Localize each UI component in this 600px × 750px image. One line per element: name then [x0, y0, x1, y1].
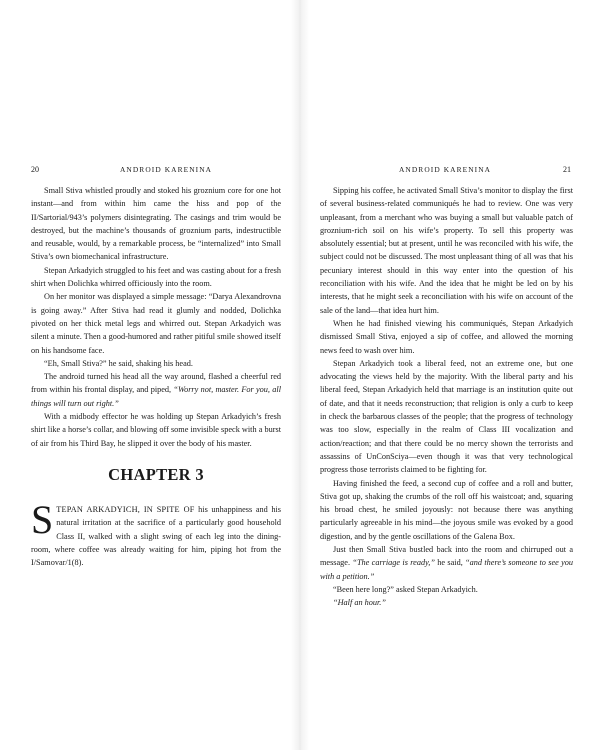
paragraph: Small Stiva whistled proudly and stoked his groznium core for one hot instant—and from within him came the hiss and pop of the II/Sartorial/943’s polymers disintegrating. The casings and trim would be destroyed, but the machine’s thousands of groznium parts, indestructible and reusable, would, by a remarkable process, be “internalized” into Small Stiva’s own biomechanical infrastructure.: [31, 186, 281, 262]
right-page: [300, 0, 600, 750]
paragraph: “Eh, Small Stiva?” he said, shaking his head.: [44, 358, 193, 368]
paragraph-text: The android turned his head all the way around, flashed a cheerful red from within his frontal display, and piped,: [31, 372, 281, 395]
chapter-opening-text: [31, 497, 281, 569]
running-head: ANDROID KARENINA: [120, 165, 213, 174]
chapter-lead-in: TEPAN ARKADYICH, IN SPITE OF: [56, 505, 195, 514]
paragraph-text: Just then Small Stiva bustled back into the room and chirruped out a message.: [320, 545, 573, 568]
paragraph: [31, 497, 281, 569]
paragraph-text: he said,: [434, 558, 466, 568]
dialogue-quote: “and there’s someone to see you with a petition.”: [320, 558, 574, 581]
page-number: 21: [563, 165, 571, 174]
drop-cap: S: [31, 497, 54, 542]
dialogue-quote: “The carriage is ready,”: [352, 558, 435, 568]
paragraph: With a midbody effector he was holding up Stepan Arkadyich’s fresh shirt like a horse’s collar, and blowing off some invisible speck with a burst of air from his Third Bay, he slipped it over the body of his master.: [31, 412, 281, 448]
paragraph: Having finished the feed, a second cup of coffee and a roll and butter, Stiva got up, shaking the crumbs of the roll off his waistcoat; and, squaring his broad chest, he smiled joyously: not because there was anything particularly agreeable in his mind—the joyous smile was evoked by a good digestion, and by the gentle oscillations of the Galena Box.: [320, 478, 573, 541]
paragraph: [31, 370, 281, 410]
paragraph-text: his unhappiness and his natural irritation at the sacrifice of a particularly good household Class II, walked with a slight swing of each leg into the dining-room, where coffee was already waiting for him, piping hot from the I/Samovar/1(8).: [31, 505, 281, 568]
page-number: 20: [31, 165, 39, 174]
body-text: [31, 184, 281, 450]
chapter-title: CHAPTER 3: [108, 465, 204, 484]
paragraph: Stepan Arkadyich struggled to his feet and was casting about for a fresh shirt when Dolichka whirred officiously into the room.: [31, 265, 281, 289]
paragraph: [320, 596, 573, 609]
dialogue-quote: “Half an hour.”: [333, 598, 386, 608]
body-text: [320, 184, 573, 610]
paragraph: “Been here long?” asked Stepan Arkadyich.: [333, 584, 478, 594]
paragraph: Sipping his coffee, he activated Small Stiva’s monitor to display the first of several business-related communiqués he had to review. One was very unpleasant, from a merchant who was buying a small but valuable patch of groznium-rich soil on his wife’s property. To sell this property was absolutely essential; but at present, until he was reconciled with his wife, the subject could not be discussed. The most unpleasant thing of all was that his pecuniary interest should in this way enter into the question of his reconciliation with his wife. And the idea that he might be led on by his interests, that he might seek a reconciliation with his wife on account of the sale of the land—that idea hurt him.: [320, 186, 573, 315]
paragraph: Stepan Arkadyich took a liberal feed, not an extreme one, but one advocating the views held by the majority. With the liberal party and his liberal feed, Stepan Arkadyich held that marriage is an institution quite out of date, and that it needs reconstruction; that religion is only a curb to keep in check the barbarous classes of the people; that the progress of technology was too slow, especially in the realm of Class III vocalization and action/reaction; and that there could be no mercy shown the terrorists and assassins of UnConSciya—even though it was that very technological progress those terrorists claimed to be fighting for.: [320, 358, 573, 475]
paragraph: On her monitor was displayed a simple message: “Darya Alexandrovna is going away.” After Stiva had read it glumly and nodded, Dolichka pivoted on her thick metal legs and whirred out. Stepan Arkadyich was silent a minute. Then a good-humored and rather pitiful smile showed itself on his handsome face.: [31, 292, 281, 355]
running-head: ANDROID KARENINA: [399, 165, 492, 174]
paragraph: When he had finished viewing his communiqués, Stepan Arkadyich dismissed Small Stiva, enjoyed a sip of coffee, and allowed the morning news feed to wash over him.: [320, 318, 573, 355]
paragraph: [320, 543, 573, 583]
dialogue-quote: “Worry not, master. For you, all things will turn out right.”: [31, 385, 281, 408]
